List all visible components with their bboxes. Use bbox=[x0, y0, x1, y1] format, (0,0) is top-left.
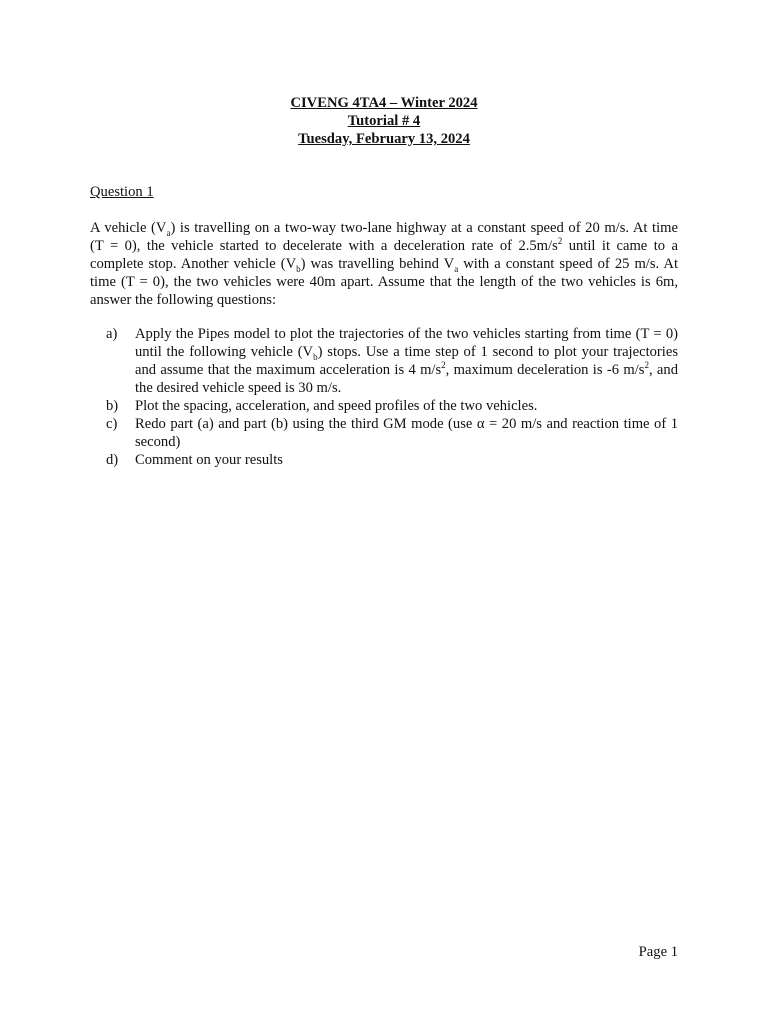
intro-superscript-2: 2 bbox=[557, 236, 563, 247]
part-c-marker: c) bbox=[106, 416, 118, 432]
part-a-text-1: Apply the Pipes model to plot the trajectories of the two vehicles starting from time (T = 0) until the following vehicle (V bbox=[135, 326, 678, 360]
page-number: Page 1 bbox=[638, 944, 678, 960]
tutorial-title-line bbox=[0, 112, 768, 130]
list-item-part-d bbox=[90, 451, 678, 469]
document-header bbox=[0, 94, 768, 148]
part-a-text-3: , maximum deceleration is -6 m/s bbox=[445, 362, 645, 378]
intro-subscript-b: b bbox=[296, 263, 301, 274]
intro-text-4: ) was travelling behind V bbox=[300, 256, 455, 272]
intro-text-2: ) is travelling on a two-way two-lane highway at a constant speed of 20 m/s. At time (T = 0), the vehicle started to decelerate with a deceleration rate of 2.5m/s bbox=[90, 220, 678, 254]
part-b-text: Plot the spacing, acceleration, and speed profiles of the two vehicles. bbox=[135, 398, 538, 414]
part-a-superscript-1: 2 bbox=[441, 360, 446, 371]
course-title-line bbox=[0, 94, 768, 112]
part-c-text: Redo part (a) and part (b) using the third GM mode (use α = 20 m/s and reaction time of 1 second) bbox=[135, 416, 678, 450]
part-a-text-2: ) stops. Use a time step of 1 second to plot your trajectories and assume that the maximum acceleration is 4 m/s bbox=[135, 344, 678, 378]
intro-text-3: until it came to a complete stop. Another vehicle (V bbox=[90, 238, 678, 272]
intro-text-1: A vehicle (V bbox=[90, 220, 167, 236]
part-d-marker: d) bbox=[106, 452, 119, 468]
list-item-part-b bbox=[90, 397, 678, 415]
part-a-superscript-2: 2 bbox=[644, 360, 649, 371]
part-a-text-4: , and the desired vehicle speed is 30 m/s. bbox=[135, 362, 678, 396]
intro-subscript-a-2: a bbox=[454, 263, 459, 274]
course-title: CIVENG 4TA4 – Winter 2024 bbox=[290, 95, 478, 111]
part-a-marker: a) bbox=[106, 326, 118, 342]
tutorial-date: Tuesday, February 13, 2024 bbox=[298, 131, 470, 147]
tutorial-date-line bbox=[0, 130, 768, 148]
question-intro bbox=[90, 219, 678, 309]
part-a-subscript-b: b bbox=[313, 351, 318, 362]
tutorial-title: Tutorial # 4 bbox=[347, 113, 421, 129]
question-heading: Question 1 bbox=[90, 184, 154, 200]
list-item-part-c bbox=[90, 415, 678, 451]
intro-text-5: with a constant speed of 25 m/s. At time (T = 0), the two vehicles were 40m apart. Assume that the length of the two vehicles is 6m, answer the following questions: bbox=[90, 256, 678, 308]
part-b-marker: b) bbox=[106, 398, 119, 414]
question-parts-list bbox=[90, 325, 678, 469]
intro-subscript-a: a bbox=[166, 227, 171, 238]
list-item-part-a bbox=[90, 325, 678, 397]
part-d-text: Comment on your results bbox=[135, 452, 283, 468]
